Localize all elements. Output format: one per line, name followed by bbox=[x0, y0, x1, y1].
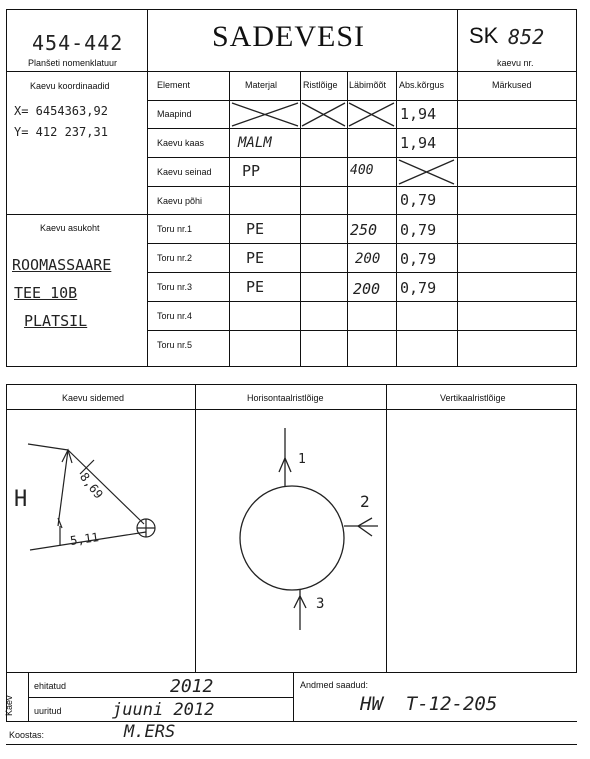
coordinates-label: Kaevu koordinaadid bbox=[30, 81, 110, 91]
abs-toru3: 0,79 bbox=[400, 279, 437, 297]
header-labimoot: Läbimõõt bbox=[349, 80, 387, 90]
row-element-toru2: Toru nr.2 bbox=[157, 253, 193, 263]
ehitatud-value: 2012 bbox=[170, 676, 214, 697]
section-sidemed: Kaevu sidemed bbox=[62, 393, 125, 403]
materjal-toru1: PE bbox=[246, 220, 265, 238]
sheet-label: Planšeti nomenklatuur bbox=[28, 58, 118, 68]
row-element-maapind: Maapind bbox=[157, 109, 192, 119]
tie-line-vertical bbox=[58, 450, 68, 526]
cross-mark bbox=[302, 103, 345, 126]
location-label: Kaevu asukoht bbox=[40, 223, 100, 233]
crossed-cells bbox=[0, 0, 590, 370]
location-line-3: PLATSIL bbox=[24, 312, 88, 330]
page-title: SADEVESI bbox=[212, 20, 366, 53]
distance-2: 5,11 bbox=[69, 530, 100, 548]
row-element-toru4: Toru nr.4 bbox=[157, 311, 193, 321]
location-line-1: ROOMASSAARE bbox=[12, 256, 112, 274]
row-element-kaas: Kaevu kaas bbox=[157, 138, 205, 148]
sheet-number: 454-442 bbox=[32, 31, 124, 55]
labimoot-toru2: 200 bbox=[355, 251, 381, 267]
ehitatud-underline bbox=[28, 697, 294, 698]
row-element-pohi: Kaevu põhi bbox=[157, 196, 203, 206]
well-prefix: SK bbox=[469, 23, 499, 48]
pipe-2-label: 2 bbox=[360, 492, 370, 511]
location-line-2: TEE 10B bbox=[14, 284, 78, 302]
labimoot-toru3: 200 bbox=[353, 280, 381, 298]
andmed-underline bbox=[294, 721, 577, 722]
pipe-1-label: 1 bbox=[298, 452, 306, 467]
koostas-value: M.ERS bbox=[124, 722, 176, 742]
pipe-3-label: 3 bbox=[316, 596, 325, 612]
koostas-label: Koostas: bbox=[9, 730, 45, 740]
row-element-toru1: Toru nr.1 bbox=[157, 224, 193, 234]
abs-pohi: 0,79 bbox=[400, 191, 437, 209]
uuritud-value: juuni 2012 bbox=[112, 700, 215, 720]
labimoot-seinad: 400 bbox=[350, 163, 374, 178]
abs-toru2: 0,79 bbox=[400, 250, 437, 268]
materjal-seinad: PP bbox=[242, 162, 261, 180]
andmed-label: Andmed saadud: bbox=[300, 680, 369, 690]
horizontal-section-sketch bbox=[196, 410, 386, 672]
reference-line-top bbox=[28, 444, 68, 450]
ehitatud-label: ehitatud bbox=[34, 681, 67, 691]
abs-kaas: 1,94 bbox=[400, 134, 437, 152]
row-element-toru5: Toru nr.5 bbox=[157, 340, 193, 350]
uuritud-label: uuritud bbox=[34, 706, 62, 716]
coordinate-x: X= 6454363,92 bbox=[14, 104, 108, 118]
header-abs-korgus: Abs.kõrgus bbox=[399, 80, 445, 90]
cross-mark bbox=[349, 103, 394, 126]
header-markused: Märkused bbox=[492, 80, 532, 90]
andmed-value: HW T-12-205 bbox=[360, 693, 498, 715]
header-element: Element bbox=[157, 80, 191, 90]
koostas-underline bbox=[6, 744, 577, 745]
row-element-seinad: Kaevu seinad bbox=[157, 167, 212, 177]
materjal-kaas: MALM bbox=[238, 135, 272, 151]
section-horisontaal: Horisontaalristlõige bbox=[247, 393, 324, 403]
materjal-toru2: PE bbox=[246, 249, 265, 267]
materjal-toru3: PE bbox=[246, 278, 265, 296]
distance-1: 8,69 bbox=[76, 470, 106, 502]
well-label: kaevu nr. bbox=[497, 58, 534, 68]
abs-maapind: 1,94 bbox=[400, 105, 437, 123]
header-ristloige: Ristlõige bbox=[303, 80, 338, 90]
cross-mark bbox=[232, 103, 298, 126]
well-circle bbox=[240, 486, 344, 590]
bottom-block-top-line bbox=[6, 384, 577, 385]
tie-line-diagonal bbox=[68, 450, 144, 524]
pipe-2-arrow bbox=[358, 518, 372, 536]
section-vertikaal: Vertikaalristlõige bbox=[440, 393, 506, 403]
abs-toru1: 0,79 bbox=[400, 221, 437, 239]
bottom-right-border bbox=[576, 384, 577, 673]
kaev-label: Kaev bbox=[4, 695, 14, 716]
header-materjal: Materjal bbox=[245, 80, 278, 90]
coordinate-y: Y= 412 237,31 bbox=[14, 125, 108, 139]
h-label: H bbox=[14, 487, 28, 512]
row-element-toru3: Toru nr.3 bbox=[157, 282, 193, 292]
sketch-bottom-line bbox=[6, 672, 577, 673]
section-divider-2 bbox=[386, 384, 387, 673]
cross-mark bbox=[399, 160, 454, 184]
well-number: 852 bbox=[508, 25, 545, 49]
labimoot-toru1: 250 bbox=[350, 221, 378, 239]
